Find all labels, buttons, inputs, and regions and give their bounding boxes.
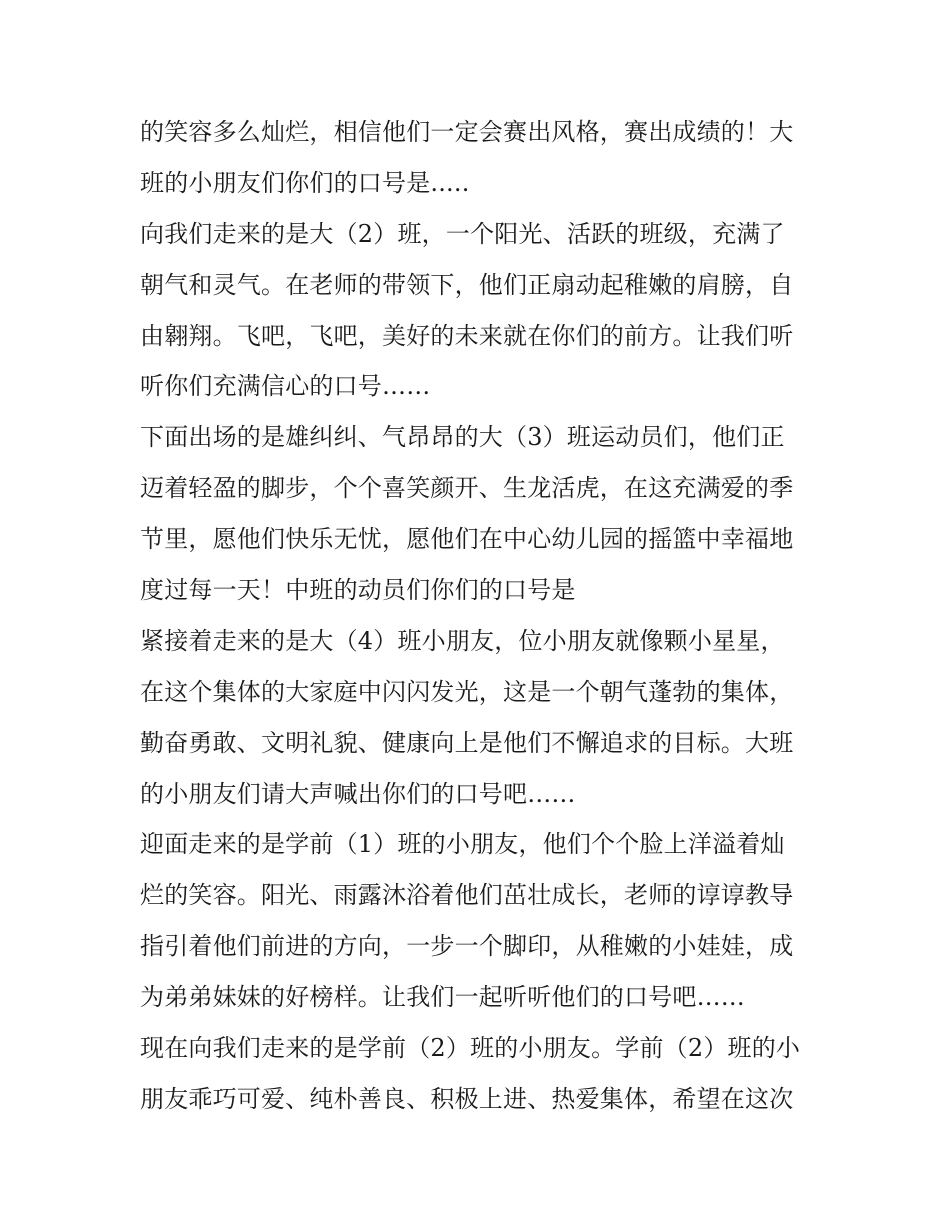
text-line: 指引着他们前进的方向，一步一个脚印，从稚嫩的小娃娃，成 — [140, 932, 794, 961]
text-line: 勤奋勇敢、文明礼貌、健康向上是他们不懈追求的目标。大班 — [140, 728, 794, 757]
text-line: 的小朋友们请大声喊出你们的口号吧…… — [140, 779, 576, 808]
text-line: 紧接着走来的是大（4）班小朋友，位小朋友就像颗小星星， — [140, 626, 785, 655]
text-line: 朝气和灵气。在老师的带领下，他们正扇动起稚嫩的肩膀，自 — [140, 270, 794, 299]
text-line: 向我们走来的是大（2）班，一个阳光、活跃的班级，充满了 — [140, 219, 785, 248]
text-line: 烂的笑容。阳光、雨露沐浴着他们茁壮成长，老师的谆谆教导 — [140, 881, 794, 910]
text-line: 听你们充满信心的口号…… — [140, 372, 431, 401]
text-line: 节里，愿他们快乐无忧，愿他们在中心幼儿园的摇篮中幸福地 — [140, 525, 794, 554]
text-line: 度过每一天！中班的动员们你们的口号是 — [140, 576, 576, 605]
text-line: 朋友乖巧可爱、纯朴善良、积极上进、热爱集体，希望在这次 — [140, 1084, 794, 1113]
text-line: 由翱翔。飞吧，飞吧，美好的未来就在你们的前方。让我们听 — [140, 321, 794, 350]
document-text-body — [140, 107, 820, 1125]
text-line: 班的小朋友们你们的口号是..... — [140, 168, 470, 197]
text-line: 的笑容多么灿烂，相信他们一定会赛出风格，赛出成绩的！大 — [140, 118, 794, 146]
text-line: 在这个集体的大家庭中闪闪发光，这是一个朝气蓬勃的集体， — [140, 677, 794, 706]
text-line: 下面出场的是雄纠纠、气昂昂的大（3）班运动员们，他们正 — [140, 423, 785, 452]
text-line: 迈着轻盈的脚步，个个喜笑颜开、生龙活虎，在这充满爱的季 — [140, 474, 794, 503]
text-line: 迎面走来的是学前（1）班的小朋友，他们个个脸上洋溢着灿 — [140, 830, 785, 859]
text-line: 现在向我们走来的是学前（2）班的小朋友。学前（2）班的小 — [140, 1034, 801, 1063]
text-line: 为弟弟妹妹的好榜样。让我们一起听听他们的口号吧…… — [140, 983, 745, 1012]
